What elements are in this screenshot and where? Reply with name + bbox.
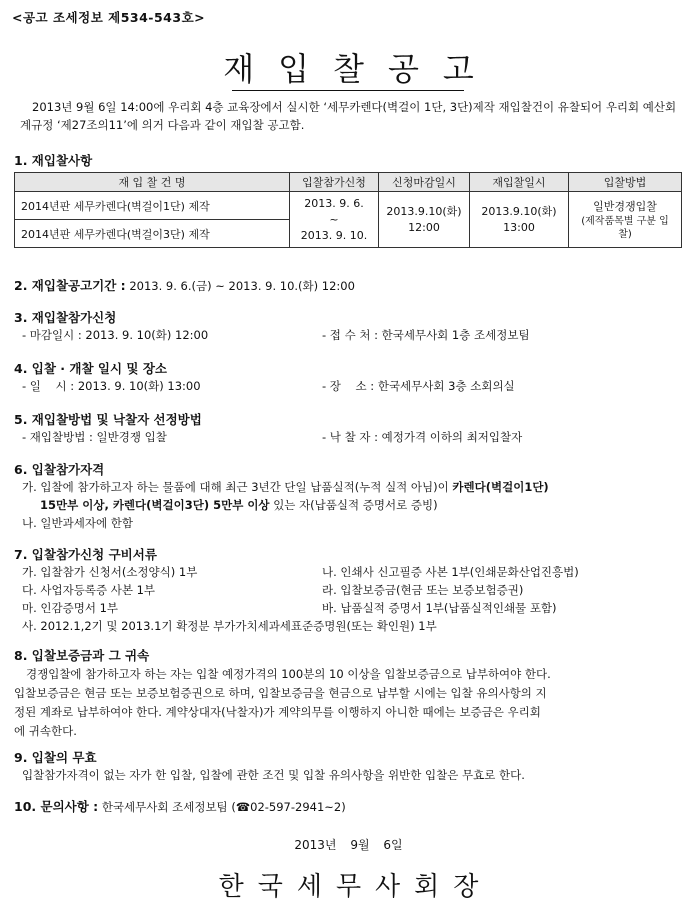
section-5-heading: 5. 재입찰방법 및 낙찰자 선정방법 <box>14 412 202 427</box>
rebid-time: 13:00 <box>503 220 535 234</box>
deadline-time: 12:00 <box>408 220 440 234</box>
section-5-right: - 낙 찰 자 : 예정가격 이하의 최저입찰자 <box>322 430 523 444</box>
col-header-apply: 입찰참가신청 <box>290 173 379 192</box>
section-7-heading: 7. 입찰참가신청 구비서류 <box>14 547 157 562</box>
item-name-2: 2014년판 세무카렌다(벽걸이3단) 제작 <box>15 220 290 248</box>
deadline-date: 2013.9.10(화) <box>386 204 462 218</box>
section-8-line1: 경쟁입찰에 참가하고자 하는 자는 입찰 예정가격의 100분의 10 이상을 입찰보증금으로 납부하여야 한다. <box>26 667 551 681</box>
table-header-row <box>15 173 682 192</box>
table-row <box>15 192 682 220</box>
apply-sep: ~ <box>329 212 339 226</box>
section-7-item-ra: 라. 입찰보증금(현금 또는 보증보험증권) <box>322 583 524 597</box>
col-header-deadline: 신청마감일시 <box>379 173 470 192</box>
section-2 <box>14 276 355 294</box>
section-9-text: 입찰참가자격이 없는 자가 한 입찰, 입찰에 관한 조건 및 입찰 유의사항을 위반한 입찰은 무효로 한다. <box>22 768 525 782</box>
rebid-table <box>14 172 682 248</box>
method-cell <box>569 192 682 248</box>
section-10 <box>14 797 346 815</box>
section-6-ga <box>22 478 687 514</box>
section-4-right: - 장 소 : 한국세무사회 3층 소회의실 <box>322 379 515 393</box>
section-6-heading: 6. 입찰참가자격 <box>14 462 105 477</box>
section-7-item-ba: 바. 납품실적 증명서 1부(납품실적인쇄물 포함) <box>322 601 557 615</box>
notice-number: <공고 조세정보 제534-543호> <box>12 10 206 25</box>
apply-start: 2013. 9. 6. <box>304 196 364 210</box>
col-header-name: 재 입 찰 건 명 <box>15 173 290 192</box>
section-4-left: - 일 시 : 2013. 9. 10(화) 13:00 <box>22 379 201 393</box>
apply-end: 2013. 9. 10. <box>300 228 368 242</box>
section-10-heading: 10. 문의사항 : <box>14 799 99 814</box>
rebid-date-cell <box>470 192 569 248</box>
section-3-heading: 3. 재입찰참가신청 <box>14 310 117 325</box>
section-7-item-ga: 가. 입찰참가 신청서(소정양식) 1부 <box>22 565 198 579</box>
apply-period-cell <box>290 192 379 248</box>
section-2-heading: 2. 재입찰공고기간 : <box>14 278 126 293</box>
section-8-body <box>14 665 686 741</box>
section-7-item-na: 나. 인쇄사 신고필증 사본 1부(인쇄문화산업진흥법) <box>322 565 579 579</box>
section-10-text: 한국세무사회 조세정보팀 (☎02-597-2941~2) <box>101 800 346 814</box>
col-header-method: 입찰방법 <box>569 173 682 192</box>
section-7-item-da: 다. 사업자등록증 사본 1부 <box>22 583 156 597</box>
section-8-line4: 에 귀속한다. <box>14 724 77 738</box>
section-5-left: - 재입찰방법 : 일반경쟁 입찰 <box>22 430 167 444</box>
section-6-ga-bold2: 15만부 이상, 카렌다(벽걸이3단) 5만부 이상 <box>40 498 270 512</box>
section-4-heading: 4. 입찰 · 개찰 일시 및 장소 <box>14 361 167 376</box>
section-3-left: - 마감일시 : 2013. 9. 10(화) 12:00 <box>22 328 209 342</box>
section-6-na: 나. 일반과세자에 한함 <box>22 516 133 530</box>
section-8-line2: 입찰보증금은 현금 또는 보증보험증권으로 하며, 입찰보증금을 현금으로 납부할 시에는 입찰 유의사항의 지 <box>14 686 547 700</box>
notice-date: 2013년 9월 6일 <box>294 838 403 852</box>
method-note: (제작품목별 구분 입찰) <box>581 215 669 240</box>
intro-paragraph: 2013년 9월 6일 14:00에 우리회 4층 교육장에서 실시한 ‘세무카렌다(벽걸이 1단, 3단)제작 재입찰건이 유찰되어 우리회 예산회계규정 ‘제27조의11’에 의거 다음과 같이 재입찰 공고함. <box>20 100 677 132</box>
page-title: 재입찰공고 <box>223 50 498 88</box>
title-underline <box>232 90 464 91</box>
rebid-date: 2013.9.10(화) <box>481 204 557 218</box>
section-3-right: - 접 수 처 : 한국세무사회 1층 조세정보팀 <box>322 328 530 342</box>
section-9-heading: 9. 입찰의 무효 <box>14 750 97 765</box>
section-8-line3: 정된 계좌로 납부하여야 한다. 계약상대자(낙찰자)가 계약의무를 이행하지 아니한 때에는 보증금은 우리회 <box>14 705 541 719</box>
section-1-heading: 1. 재입찰사항 <box>14 153 93 168</box>
col-header-rebid-date: 재입찰일시 <box>470 173 569 192</box>
section-6-ga-suffix: 있는 자(납품실적 증명서로 증빙) <box>273 498 438 512</box>
section-6-ga-prefix: 가. 입찰에 참가하고자 하는 물품에 대해 최근 3년간 단일 납품실적(누적 실적 아님)이 <box>22 480 449 494</box>
deadline-cell <box>379 192 470 248</box>
item-name-1: 2014년판 세무카렌다(벽걸이1단) 제작 <box>15 192 290 220</box>
section-7-item-sa: 사. 2012.1,2기 및 2013.1기 확정분 부가가치세과세표준증명원(또는 확인원) 1부 <box>22 619 437 633</box>
section-7-item-ma: 마. 인감증명서 1부 <box>22 601 119 615</box>
section-2-text: 2013. 9. 6.(금) ~ 2013. 9. 10.(화) 12:00 <box>129 279 355 293</box>
organization-signature: 한국세무사회장 <box>218 872 493 902</box>
section-6-ga-bold1: 카렌다(벽걸이1단) <box>452 480 549 494</box>
method-main: 일반경쟁입찰 <box>593 199 657 213</box>
section-8-heading: 8. 입찰보증금과 그 귀속 <box>14 648 150 663</box>
